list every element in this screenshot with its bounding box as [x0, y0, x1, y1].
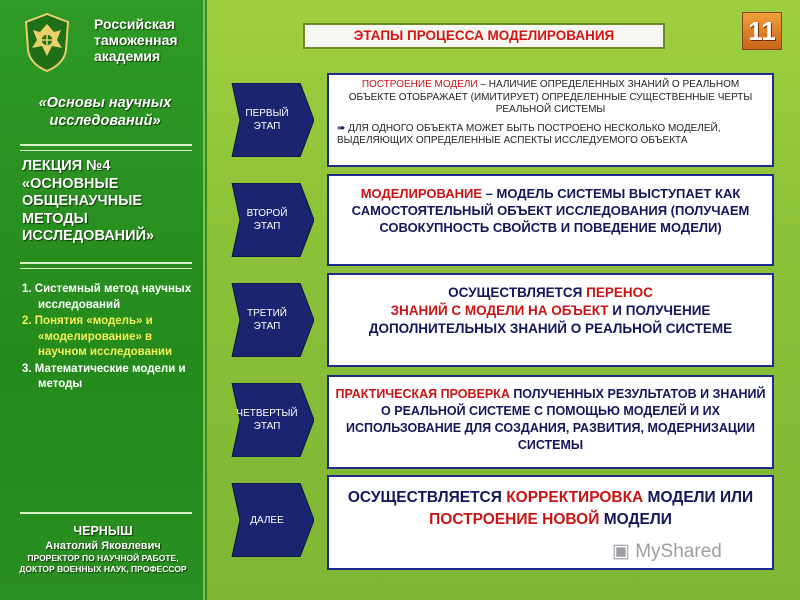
- author-name: Анатолий Яковлевич: [45, 540, 161, 552]
- table-of-contents: [22, 282, 200, 394]
- stage-label-line: ПЕРВЫЙ: [245, 108, 289, 119]
- lecture-title: ЛЕКЦИЯ №4 «ОСНОВНЫЕ ОБЩЕНАУЧНЫЕ МЕТОДЫ ИССЛЕДОВАНИЙ»: [22, 158, 155, 244]
- watermark: [612, 540, 722, 563]
- arrow-right-icon: ➠: [337, 122, 346, 134]
- body-text: МОДЕЛИ ИЛИ: [643, 489, 754, 506]
- body-text: ОСУЩЕСТВЛЯЕТСЯ: [448, 285, 587, 300]
- stage-1-text: [337, 79, 764, 117]
- body-text: ПОЛУЧЕННЫХ РЕЗУЛЬТАТОВ И ЗНАНИЙ О РЕАЛЬНОЙ СИСТЕМЕ С ПОМОЩЬЮ МОДЕЛЕЙ И ИХ ИСПОЛЬЗОВАНИЕ ДЛЯ СОЗДАНИЯ, РАЗВИТИЯ, МОДЕРНИЗАЦИИ СИСТЕМЫ: [346, 387, 766, 452]
- academy-name-line: академия: [94, 48, 161, 64]
- divider: [20, 144, 192, 146]
- stage-5-arrow: [228, 483, 314, 557]
- divider: [20, 268, 192, 269]
- sidebar: [0, 0, 205, 600]
- toc-item-current[interactable]: 2. Понятия «модель» и «моделирование» в научном исследовании: [22, 315, 173, 358]
- academy-name-line: Российская: [94, 16, 175, 32]
- note-text: ДЛЯ ОДНОГО ОБЪЕКТА МОЖЕТ БЫТЬ ПОСТРОЕНО НЕСКОЛЬКО МОДЕЛЕЙ, ВЫДЕЛЯЮЩИХ ОПРЕДЕЛЕННЫЕ АСПЕКТЫ ИССЛЕДУЕМОГО ОБЪЕКТА: [337, 122, 721, 146]
- stage-label-line: ТРЕТИЙ: [247, 308, 287, 319]
- presentation-icon: ▣: [612, 541, 630, 562]
- stage-label-line: ЭТАП: [253, 121, 281, 132]
- highlight-text: КОРРЕКТИРОВКА: [506, 489, 644, 506]
- stage-label: [230, 83, 304, 157]
- divider: [20, 512, 192, 514]
- academy-name: [94, 16, 204, 64]
- customs-emblem-icon: [16, 10, 78, 74]
- stage-label-line: ВТОРОЙ: [246, 208, 288, 219]
- stage-1-box: [327, 73, 774, 167]
- slide-title: ЭТАПЫ ПРОЦЕССА МОДЕЛИРОВАНИЯ: [303, 23, 665, 49]
- body-text: И ПОЛУЧЕНИЕ ДОПОЛНИТЕЛЬНЫХ ЗНАНИЙ О РЕАЛЬНОЙ СИСТЕМЕ: [368, 303, 733, 336]
- stage-3-box: [327, 273, 774, 367]
- toc-item[interactable]: 1. Системный метод научных исследований: [22, 283, 192, 311]
- body-text: ОСУЩЕСТВЛЯЕТСЯ: [347, 489, 507, 506]
- body-text: – МОДЕЛЬ СИСТЕМЫ ВЫСТУПАЕТ КАК САМОСТОЯТЕЛЬНЫЙ ОБЪЕКТ ИССЛЕДОВАНИЯ (ПОЛУЧАЕМ СОВОКУПНОСТЬ СВОЙСТВ И ПОВЕДЕНИЕ МОДЕЛИ): [351, 186, 750, 235]
- highlight-text: МОДЕЛИРОВАНИЕ: [360, 186, 483, 201]
- stage-label-line: ЭТАП: [253, 321, 281, 332]
- academy-name-line: таможенная: [94, 32, 178, 48]
- body-text: – НАЛИЧИЕ ОПРЕДЕЛЕННЫХ ЗНАНИЙ О РЕАЛЬНОМ ОБЪЕКТЕ ОТОБРАЖАЕТ (ИМИТИРУЕТ) ОПРЕДЕЛЕННЫЕ СУЩЕСТВЕННЫЕ ЧЕРТЫ РЕАЛЬНОЙ СИСТЕМЫ: [348, 79, 753, 115]
- toc-item[interactable]: 3. Математические модели и методы: [22, 362, 186, 390]
- highlight-text: ПОСТРОЕНИЕ НОВОЙ: [429, 511, 600, 528]
- stage-label: [230, 283, 304, 357]
- stage-4-arrow: [228, 383, 314, 457]
- highlight-text: ПЕРЕНОС: [586, 285, 653, 300]
- stage-3-arrow: [228, 283, 314, 357]
- highlight-text: ПРАКТИЧЕСКАЯ ПРОВЕРКА: [335, 387, 510, 401]
- author-block: [8, 524, 198, 575]
- stage-label-line: ЭТАП: [253, 421, 281, 432]
- stage-label-line: ЧЕТВЕРТЫЙ: [236, 408, 298, 419]
- stage-label: [230, 383, 304, 457]
- stage-label: [230, 483, 304, 557]
- stage-1-arrow: [228, 83, 314, 157]
- author-position: ПРОРЕКТОР ПО НАУЧНОЙ РАБОТЕ,: [27, 553, 179, 563]
- stage-label-line: ЭТАП: [253, 221, 281, 232]
- watermark-text: MyShared: [635, 541, 722, 562]
- stage-4-box: [327, 375, 774, 469]
- stage-label-line: ДАЛЕЕ: [250, 514, 284, 526]
- highlight-text: ЗНАНИЙ С МОДЕЛИ НА ОБЪЕКТ: [390, 303, 609, 318]
- course-title: «Основы научных исследований»: [38, 95, 172, 129]
- stage-label: [230, 183, 304, 257]
- stage-2-arrow: [228, 183, 314, 257]
- author-degree: ДОКТОР ВОЕННЫХ НАУК, ПРОФЕССОР: [19, 564, 187, 574]
- author-surname: ЧЕРНЫШ: [73, 524, 133, 538]
- body-text: МОДЕЛИ: [599, 511, 672, 528]
- divider: [20, 150, 192, 151]
- highlight-text: ПОСТРОЕНИЕ МОДЕЛИ: [361, 79, 478, 90]
- slide-number: 11: [742, 12, 782, 50]
- stage-1-note: [337, 123, 764, 148]
- stage-2-box: [327, 174, 774, 266]
- divider: [20, 262, 192, 264]
